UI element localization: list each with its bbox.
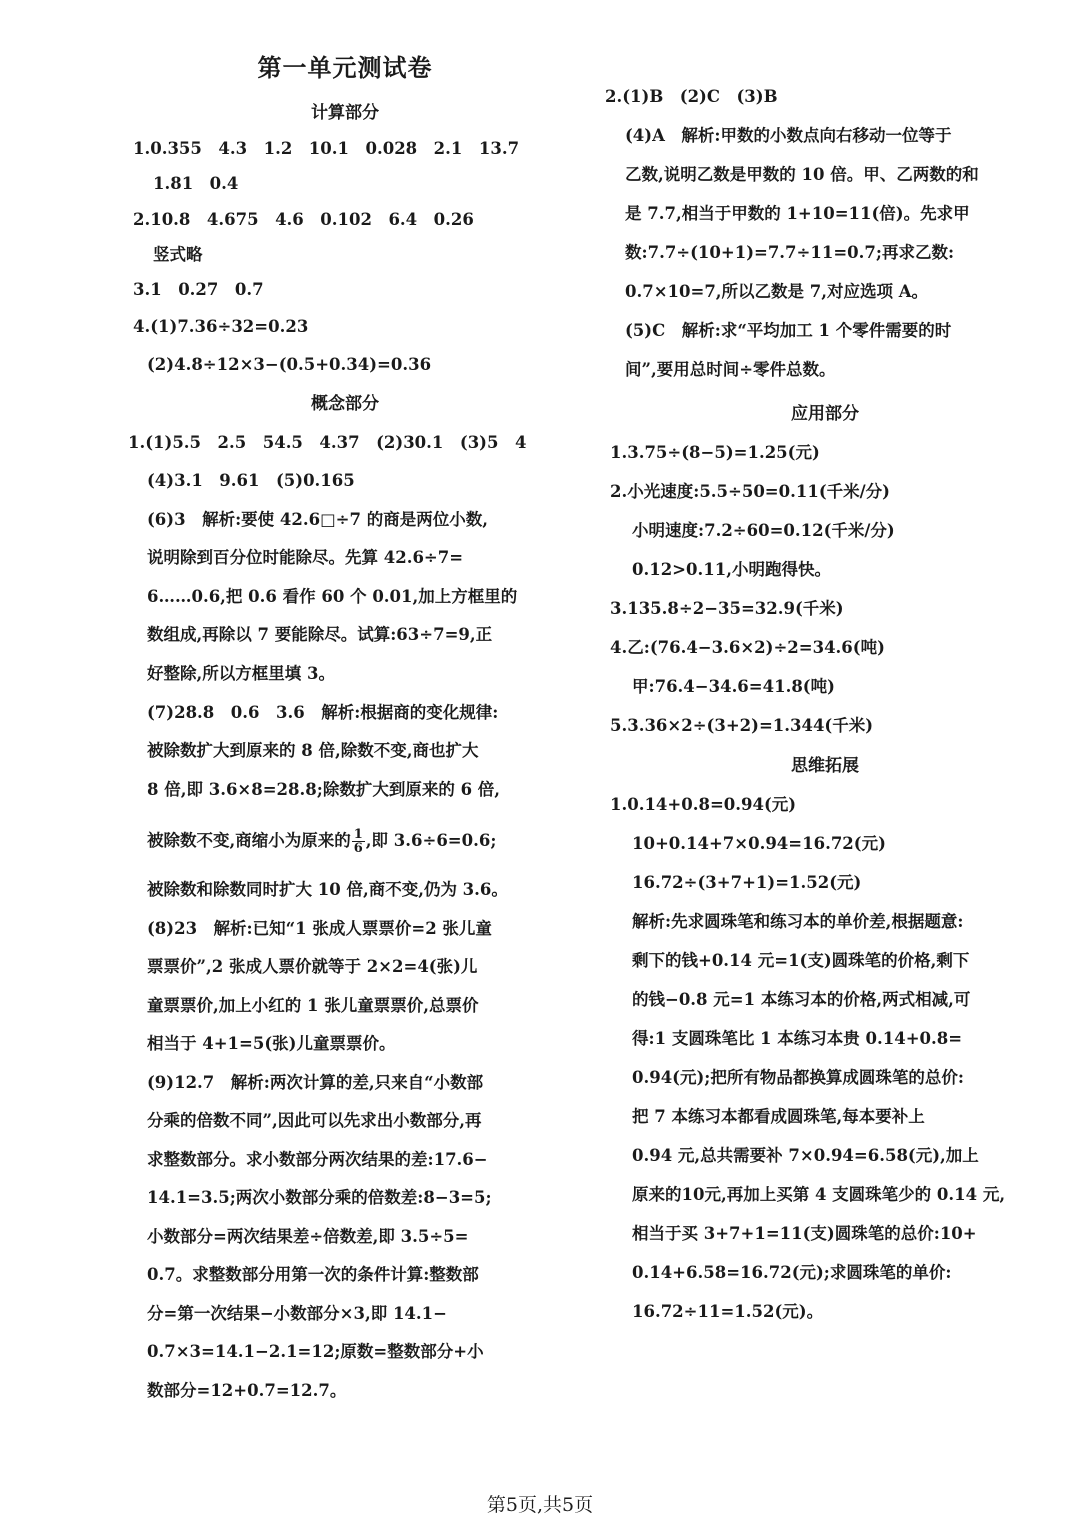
- section-heading-application: 应用部分: [791, 404, 859, 424]
- answer-line: 0.7×3=14.1−2.1=12;原数=整数部分+小: [147, 1342, 484, 1361]
- answer-line: 说明除到百分位时能除尽。先算 42.6÷7=: [147, 548, 464, 567]
- answer-line: 被除数和除数同时扩大 10 倍,商不变,仍为 3.6。: [147, 880, 508, 899]
- fraction-numerator: 1: [353, 827, 363, 842]
- fraction: [352, 828, 365, 855]
- answer-line: 票票价”,2 张成人票价就等于 2×2=4(张)儿: [147, 957, 478, 976]
- section-heading-concept: 概念部分: [311, 394, 379, 414]
- answer-line: 1.3.75÷(8−5)=1.25(元): [610, 443, 820, 462]
- answer-line: 数部分=12+0.7=12.7。: [147, 1381, 347, 1400]
- answer-line: 是 7.7,相当于甲数的 1+10=11(倍)。先求甲: [625, 204, 970, 223]
- answer-line: 0.94(元);把所有物品都换算成圆珠笔的总价:: [632, 1068, 964, 1087]
- answer-line: 乙数,说明乙数是甲数的 10 倍。甲、乙两数的和: [625, 165, 979, 184]
- answer-line: 解析:先求圆珠笔和练习本的单价差,根据题意:: [632, 912, 964, 931]
- answer-line: 2.小光速度:5.5÷50=0.11(千米/分): [610, 482, 890, 501]
- answer-line: 4.(1)7.36÷32=0.23: [133, 317, 309, 336]
- answer-line: 小数部分=两次结果差÷倍数差,即 3.5÷5=: [147, 1227, 469, 1246]
- answer-line: 分乘的倍数不同”,因此可以先求出小数部分,再: [147, 1111, 482, 1130]
- answer-line: 6……0.6,把 0.6 看作 60 个 0.01,加上方框里的: [147, 587, 518, 606]
- answer-line: (9)12.7 解析:两次计算的差,只来自“小数部: [147, 1073, 484, 1092]
- answer-line: 甲:76.4−34.6=41.8(吨): [632, 677, 835, 696]
- answer-line: (4)A 解析:甲数的小数点向右移动一位等于: [625, 126, 952, 145]
- answer-line: 得:1 支圆珠笔比 1 本练习本贵 0.14+0.8=: [632, 1029, 963, 1048]
- answer-line: 2.10.8 4.675 4.6 0.102 6.4 0.26: [133, 210, 474, 229]
- page-footer: 第5页,共5页: [486, 1494, 594, 1516]
- answer-line: 童票票价,加上小红的 1 张儿童票票价,总票价: [147, 996, 479, 1015]
- answer-line: 3.135.8÷2−35=32.9(千米): [610, 599, 844, 618]
- answer-line: 16.72÷(3+7+1)=1.52(元): [632, 873, 862, 892]
- answer-line: 原来的10元,再加上买第 4 支圆珠笔少的 0.14 元,: [632, 1185, 1006, 1204]
- fraction-text-after: ,即 3.6÷6=0.6;: [365, 831, 497, 850]
- answer-line: 求整数部分。求小数部分两次结果的差:17.6−: [147, 1150, 488, 1169]
- answer-line: (6)3 解析:要使 42.6□÷7 的商是两位小数,: [147, 510, 488, 529]
- answer-line: (2)4.8÷12×3−(0.5+0.34)=0.36: [147, 355, 432, 374]
- answer-line: 1.0.14+0.8=0.94(元): [610, 795, 797, 814]
- answer-line: 0.7。求整数部分用第一次的条件计算:整数部: [147, 1265, 479, 1284]
- fraction-denominator: 6: [353, 841, 363, 856]
- answer-line: 5.3.36×2÷(3+2)=1.344(千米): [610, 716, 874, 735]
- answer-line: 1.81 0.4: [153, 174, 239, 193]
- answer-line: 的钱−0.8 元=1 本练习本的价格,两式相减,可: [632, 990, 971, 1009]
- answer-line: 16.72÷11=1.52(元)。: [632, 1302, 824, 1321]
- answer-line: 分=第一次结果−小数部分×3,即 14.1−: [147, 1304, 447, 1323]
- answer-line: 相当于买 3+7+1=11(支)圆珠笔的总价:10+: [632, 1224, 977, 1243]
- answer-line: 数:7.7÷(10+1)=7.7÷11=0.7;再求乙数:: [625, 243, 955, 262]
- answer-line: 0.14+6.58=16.72(元);求圆珠笔的单价:: [632, 1263, 952, 1282]
- answer-line: 10+0.14+7×0.94=16.72(元): [632, 834, 886, 853]
- answer-line: 剩下的钱+0.14 元=1(支)圆珠笔的价格,剩下: [632, 951, 970, 970]
- answer-line: 竖式略: [153, 245, 203, 264]
- answer-line: 2.(1)B (2)C (3)B: [605, 87, 778, 106]
- answer-line: 4.乙:(76.4−3.6×2)÷2=34.6(吨): [610, 638, 885, 657]
- answer-line: 14.1=3.5;两次小数部分乘的倍数差:8−3=5;: [147, 1188, 492, 1207]
- answer-line: 1.0.355 4.3 1.2 10.1 0.028 2.1 13.7: [133, 139, 520, 158]
- answer-line: 把 7 本练习本都看成圆珠笔,每本要补上: [632, 1107, 925, 1126]
- answer-line: 3.1 0.27 0.7: [133, 280, 264, 299]
- answer-line: 数组成,再除以 7 要能除尽。试算:63÷7=9,正: [147, 625, 493, 644]
- answer-line: 相当于 4+1=5(张)儿童票票价。: [147, 1034, 396, 1053]
- section-heading-calc: 计算部分: [311, 103, 379, 123]
- answer-line: 小明速度:7.2÷60=0.12(千米/分): [632, 521, 895, 540]
- answer-line-fraction: [147, 828, 496, 855]
- answer-line: 1.(1)5.5 2.5 54.5 4.37 (2)30.1 (3)5 4: [128, 433, 527, 452]
- answer-line: 0.7×10=7,所以乙数是 7,对应选项 A。: [625, 282, 929, 301]
- answer-line: 被除数扩大到原来的 8 倍,除数不变,商也扩大: [147, 741, 479, 760]
- answer-line: 好整除,所以方框里填 3。: [147, 664, 335, 683]
- answer-line: (4)3.1 9.61 (5)0.165: [147, 471, 355, 490]
- answer-line: (8)23 解析:已知“1 张成人票票价=2 张儿童: [147, 919, 492, 938]
- answer-line: 0.94 元,总共需要补 7×0.94=6.58(元),加上: [632, 1146, 979, 1165]
- answer-line: 间”,要用总时间÷零件总数。: [625, 360, 836, 379]
- page-title: 第一单元测试卷: [257, 53, 433, 82]
- answer-line: 0.12>0.11,小明跑得快。: [632, 560, 831, 579]
- fraction-text-before: 被除数不变,商缩小为原来的: [147, 831, 351, 850]
- answer-line: (5)C 解析:求“平均加工 1 个零件需要的时: [625, 321, 952, 340]
- answer-line: (7)28.8 0.6 3.6 解析:根据商的变化规律:: [147, 703, 499, 722]
- section-heading-thinking: 思维拓展: [791, 756, 859, 776]
- answer-line: 8 倍,即 3.6×8=28.8;除数扩大到原来的 6 倍,: [147, 780, 501, 799]
